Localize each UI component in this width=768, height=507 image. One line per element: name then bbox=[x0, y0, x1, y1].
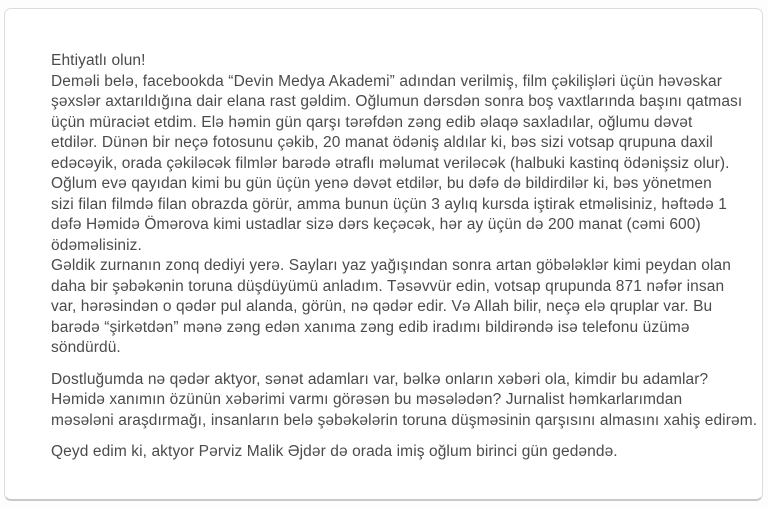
text-line: barədə “şirkətdən” mənə zəng edən xanıma zəng edib iradımı bildirəndə isə telefonu üzümə bbox=[51, 318, 690, 336]
text-line: etdilər. Dünən bir neçə fotosunu çəkib, 20 manat ödəniş aldılar ki, bəs sizi votsap qrupuna daxil bbox=[51, 134, 713, 151]
text-line: edəcəyik, orada çəkiləcək filmlər barədə ətraflı məlumat veriləcək (halbuki kastinq ödənişsiz olur). bbox=[51, 154, 730, 172]
text-line: söndürdü. bbox=[51, 339, 121, 356]
text-line: dəfə Həmidə Ömərova kimi ustadlar sizə dərs keçəcək, hər ay üçün də 200 manat (cəmi 600) bbox=[51, 216, 701, 233]
text-line: sizi filan filmdə filan obrazda görür, amma bunun üçün 3 aylıq kursda iştirak etməlisiniz, həftədə 1 bbox=[51, 195, 727, 213]
paragraph bbox=[51, 442, 724, 463]
text-line: üçün müraciət etdim. Elə həmin gün qarşı tərəfdən zəng edib əlaqə saxladılar, oğlumu dəvət bbox=[51, 113, 693, 131]
text-line: ödəməlisiniz. bbox=[51, 236, 142, 254]
text-line: var, hərəsindən o qədər pul alanda, görün, nə qədər edir. Və Allah bilir, neçə elə qruplar var. Bu bbox=[51, 298, 713, 315]
text-line: məsələni araşdırmağı, insanların belə şəbəkələrin toruna düşməsinin qarşısını almasını xahiş edirəm. bbox=[51, 411, 758, 429]
text-line: Dostluğumda nə qədər aktyor, sənət adamları var, bəlkə onların xəbəri ola, kimdir bu adamlar? bbox=[51, 370, 709, 388]
text-line: Gəldik zurnanın zonq dediyi yerə. Sayları yaz yağışından sonra artan göbələklər kimi peydan olan bbox=[51, 257, 731, 274]
text-line: Həmidə xanımın özünün xəbərimi varmı görəsən bu məsələdən? Jurnalist həmkarlarımdan bbox=[51, 391, 683, 408]
article-text bbox=[5, 9, 762, 463]
text-line: daha bir şəbəkənin toruna düşdüyümü anladım. Təsəvvür edin, votsap qrupunda 871 nəfər insan bbox=[51, 277, 725, 295]
text-line: Deməli belə, facebookda “Devin Medya Akademi” adından verilmiş, film çəkilişləri üçün həvəskar bbox=[51, 72, 723, 90]
text-line: şəxslər axtarıldığına dair elana rast gəldim. Oğlumun dərsdən sonra boş vaxtlarında başını qatması bbox=[51, 93, 743, 110]
article-card bbox=[4, 8, 763, 501]
text-line: Ehtiyatlı olun! bbox=[51, 52, 146, 69]
paragraph bbox=[51, 51, 743, 359]
paragraph bbox=[51, 370, 758, 432]
text-line: Qeyd edim ki, aktyor Pərviz Malik Əjdər də orada imiş oğlum birinci gün gedəndə. bbox=[51, 443, 618, 460]
text-line: Oğlum evə qayıdan kimi bu gün üçün yenə dəvət etdilər, bu dəfə də bildirdilər ki, bəs yönetmen bbox=[51, 175, 712, 192]
